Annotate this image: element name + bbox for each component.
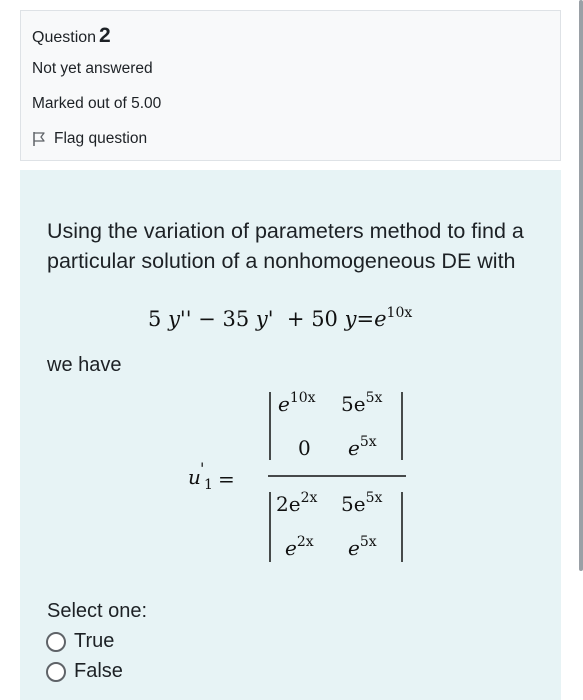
- num-a11-exp: 10x: [289, 390, 316, 406]
- num-a11-base: e: [278, 392, 290, 416]
- option-false-label[interactable]: False: [74, 660, 123, 682]
- flag-icon: [32, 131, 46, 147]
- question-number: [32, 24, 111, 48]
- eq-term-1: y'': [168, 307, 192, 331]
- eq-coef-2: 35: [222, 307, 250, 331]
- den-a12-exp: 5x: [365, 490, 383, 506]
- option-false[interactable]: [46, 660, 123, 683]
- flag-question-link[interactable]: [32, 130, 147, 148]
- den-a11-base: 2e: [276, 492, 301, 516]
- den-a11: [276, 492, 317, 516]
- option-true[interactable]: [46, 630, 114, 653]
- den-a21: [285, 536, 314, 560]
- eq-term-3: y: [344, 307, 357, 331]
- eq-op-2: +: [286, 307, 305, 331]
- select-one-prompt: Select one:: [47, 600, 148, 622]
- den-a21-exp: 2x: [296, 534, 314, 550]
- num-a21: 0: [298, 436, 311, 460]
- den-a22: [348, 536, 377, 560]
- eq-term-2: y': [255, 307, 274, 331]
- question-info-panel: [20, 10, 561, 161]
- den-a12-base: 5e: [341, 492, 366, 516]
- question-text: Using the variation of parameters method to find a particular solution of a nonhomogeneous DE with: [47, 219, 524, 273]
- den-a22-base: e: [348, 536, 360, 560]
- eq-rhs-base: e: [374, 307, 387, 331]
- eq-op-1: −: [198, 307, 216, 331]
- question-label: Question: [32, 29, 97, 46]
- eq-coef-1: 5: [148, 307, 162, 331]
- num-a22-base: e: [348, 436, 360, 460]
- num-a22: [348, 436, 377, 460]
- lhs-prime: ': [200, 459, 205, 478]
- option-true-label[interactable]: True: [74, 630, 115, 652]
- den-a21-base: e: [285, 536, 297, 560]
- eq-equals: =: [356, 307, 375, 331]
- radio-false[interactable]: [46, 662, 66, 682]
- num-a12: [341, 392, 382, 416]
- question-grade: Marked out of 5.00: [32, 95, 162, 112]
- eq-coef-3: 50: [311, 307, 338, 331]
- lhs-u: u: [188, 465, 201, 489]
- num-a22-exp: 5x: [359, 434, 377, 450]
- scrollbar[interactable]: [579, 0, 583, 571]
- differential-equation: [148, 307, 412, 331]
- we-have-text: we have: [47, 354, 122, 376]
- den-a12: [341, 492, 382, 516]
- eq-rhs-exponent: 10x: [386, 305, 413, 321]
- den-a11-exp: 2x: [300, 490, 318, 506]
- wronskian-formula: [188, 392, 418, 572]
- radio-true[interactable]: [46, 632, 66, 652]
- formula-equals: =: [218, 467, 235, 491]
- question-content: [20, 170, 561, 700]
- den-a22-exp: 5x: [359, 534, 377, 550]
- num-a12-exp: 5x: [365, 390, 383, 406]
- lhs-subscript: 1: [204, 477, 213, 493]
- question-state: Not yet answered: [32, 60, 153, 77]
- question-number-value: 2: [99, 24, 111, 47]
- num-a12-base: 5e: [341, 392, 366, 416]
- flag-question-label: Flag question: [54, 130, 148, 147]
- num-a11: [278, 392, 316, 416]
